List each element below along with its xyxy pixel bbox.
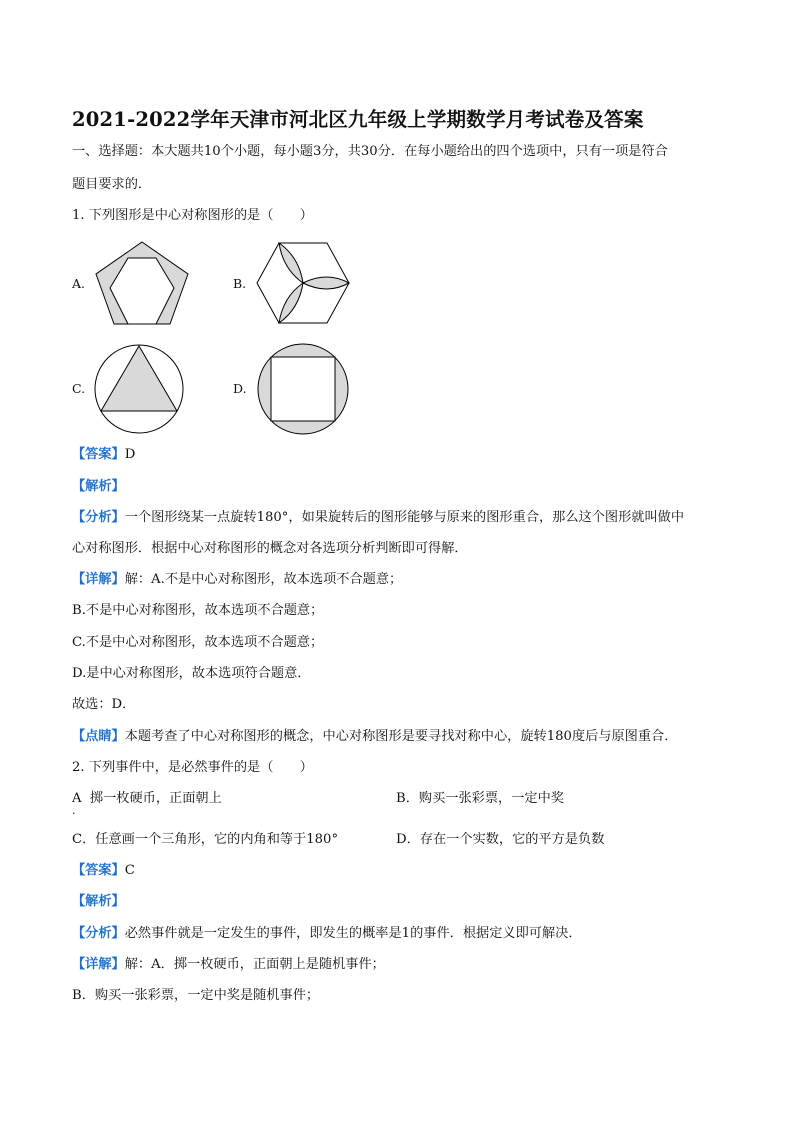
q1-option-b-figure <box>255 241 351 325</box>
q2-answer <box>72 862 135 880</box>
q1-option-d-label: D. <box>233 381 247 396</box>
q2-option-a-label: A <box>72 791 82 806</box>
answer-value: D <box>124 447 136 462</box>
q1-analysis-tag: 【解析】 <box>72 479 125 494</box>
q1-option-a-figure <box>92 238 192 328</box>
q1-comment <box>72 728 677 746</box>
detail-text: 解：A.不是中心对称图形，故本选项不合题意； <box>124 572 403 587</box>
q2-option-d: D．存在一个实数，它的平方是负数 <box>396 832 605 847</box>
q2-option-a-text: 掷一枚硬币，正面朝上 <box>89 791 222 806</box>
q2-option-a-dot: . <box>72 804 76 817</box>
q1-detail-line1 <box>72 571 402 589</box>
answer-tag: 【答案】 <box>72 447 125 462</box>
q1-answer <box>72 446 135 464</box>
q2-detail-line1 <box>72 956 385 974</box>
section-intro-line1: 一、选择题：本大题共10个小题，每小题3分，共30分．在每小题给出的四个选项中，只有一项是符合 <box>72 144 668 159</box>
answer-tag: 【答案】 <box>72 863 125 878</box>
q1-option-a-label: A. <box>72 276 86 291</box>
q1-option-d-figure <box>256 343 350 435</box>
q2-analysis-tag: 【解析】 <box>72 894 125 909</box>
q1-option-c-figure <box>93 343 185 435</box>
detail-tag: 【详解】 <box>72 572 125 587</box>
detail-tag: 【详解】 <box>72 957 125 972</box>
answer-value: C <box>124 863 135 878</box>
q1-option-b-label: B. <box>233 276 247 291</box>
section-intro-line2: 题目要求的． <box>72 177 152 192</box>
q1-detail-line3: C.不是中心对称图形，故本选项不合题意； <box>72 635 324 650</box>
q1-detail-line4: D.是中心对称图形，故本选项符合题意． <box>72 666 311 681</box>
q2-stem: 2. 下列事件中，是必然事件的是（ ） <box>72 760 313 775</box>
q2-option-c: C．任意画一个三角形，它的内角和等于180° <box>72 832 339 847</box>
page-title: 2021-2022学年天津市河北区九年级上学期数学月考试卷及答案 <box>72 108 644 131</box>
q1-choice: 故选：D． <box>72 697 136 712</box>
q1-stem: 1. 下列图形是中心对称图形的是（ ） <box>72 208 313 223</box>
q1-fenxi-line1 <box>72 509 684 527</box>
square-shape <box>271 357 335 421</box>
fenxi-text: 必然事件就是一定发生的事件，即发生的概率是1的事件．根据定义即可解决． <box>124 926 582 941</box>
q2-detail-line2: B．购买一张彩票，一定中奖是随机事件； <box>72 988 320 1003</box>
q2-fenxi <box>72 925 582 943</box>
comment-tag: 【点睛】 <box>72 729 125 744</box>
fenxi-tag: 【分析】 <box>72 926 125 941</box>
q1-fenxi-line2: 心对称图形．根据中心对称图形的概念对各选项分析判断即可得解． <box>72 541 468 556</box>
q1-option-c-label: C. <box>72 381 86 396</box>
q1-detail-line2: B.不是中心对称图形，故本选项不合题意； <box>72 603 324 618</box>
detail-text: 解：A．掷一枚硬币，正面朝上是随机事件； <box>124 957 385 972</box>
fenxi-text: 一个图形绕某一点旋转180°，如果旋转后的图形能够与原来的图形重合，那么这个图形就叫做中 <box>124 510 685 525</box>
comment-text: 本题考查了中心对称图形的概念，中心对称图形是要寻找对称中心，旋转180度后与原图重合． <box>124 729 678 744</box>
fenxi-tag: 【分析】 <box>72 510 125 525</box>
q2-option-a <box>72 790 222 808</box>
q2-option-b: B．购买一张彩票，一定中奖 <box>396 791 564 806</box>
